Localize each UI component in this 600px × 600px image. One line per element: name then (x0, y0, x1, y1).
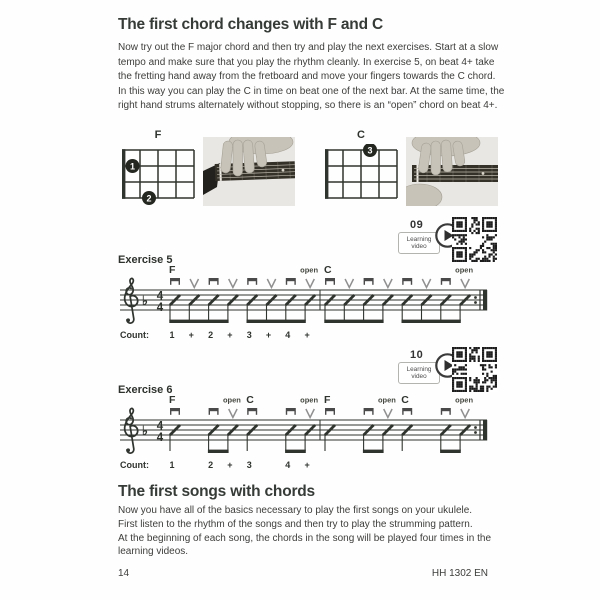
svg-text:+: + (304, 330, 310, 340)
svg-text:+: + (227, 460, 233, 470)
video-badge-10 (398, 349, 458, 384)
f-chord-photo (203, 137, 295, 206)
svg-text:open: open (377, 395, 396, 405)
svg-text:♭: ♭ (142, 424, 148, 438)
svg-text:2: 2 (208, 460, 214, 470)
chord-diagram-f (118, 144, 200, 208)
svg-text:C: C (324, 264, 332, 276)
svg-text:F: F (324, 394, 331, 406)
svg-text:C: C (246, 394, 254, 406)
chord-diagram-c (321, 144, 403, 208)
c-chord-photo (406, 137, 498, 206)
svg-text:3: 3 (246, 460, 252, 470)
video-number: 09 (410, 219, 424, 231)
learning-video-box: Learning video (398, 232, 440, 254)
svg-text:+: + (304, 460, 310, 470)
svg-text:2: 2 (146, 193, 152, 204)
page-title: The first chord changes with F and C (118, 16, 383, 33)
qr-code-09 (452, 217, 497, 262)
svg-text:1: 1 (129, 161, 136, 172)
svg-text:F: F (169, 264, 176, 276)
learning-video-box: Learning video (398, 362, 440, 384)
exercise5-staff (115, 264, 500, 346)
chord-label-f: F (154, 129, 162, 141)
svg-text:3: 3 (246, 330, 252, 340)
svg-text:Count:: Count: (120, 330, 149, 340)
qr-code-10 (452, 347, 497, 392)
svg-text:F: F (169, 394, 176, 406)
svg-text:open: open (455, 395, 474, 405)
svg-text:4: 4 (285, 330, 291, 340)
page-number: 14 (118, 568, 130, 579)
svg-text:+: + (265, 330, 272, 340)
svg-text:3: 3 (367, 145, 373, 156)
video-badge-09 (398, 219, 458, 254)
svg-text:4: 4 (285, 460, 291, 470)
svg-text:Count:: Count: (120, 460, 149, 470)
section-paragraph: Now you have all of the basics necessary to play the first songs on your ukulele. First listen to the rhythm of the songs and then try to play the strumming pattern. At the beginning of each song, the chords in the song will be played four times in the learning videos. (118, 505, 492, 558)
svg-text:4: 4 (156, 301, 164, 314)
intro-paragraph: Now try out the F major chord and then try and play the next exercises. Start at a slow tempo and make sure that you play the rhythm cleanly. In exercise 5, on beat 4+ take the fretting hand away from the fretboard and move your fingers towards the C chord. In this way you can play the C in time on beat one of the next bar. At the same time, the right hand strums alternately without stopping, so there is an “open” chord on beat 4+. (118, 42, 505, 112)
svg-text:2: 2 (208, 330, 214, 340)
svg-text:+: + (227, 330, 233, 340)
section-title: The first songs with chords (118, 483, 315, 500)
exercise6-label: Exercise 6 (118, 384, 173, 396)
svg-text:♭: ♭ (142, 294, 148, 308)
catalog-code: HH 1302 EN (431, 568, 488, 579)
svg-text:open: open (300, 265, 319, 275)
exercise6-staff (115, 394, 500, 476)
svg-text:open: open (222, 395, 241, 405)
svg-text:1: 1 (169, 330, 175, 340)
chord-label-c: C (357, 129, 365, 141)
exercise5-label: Exercise 5 (118, 254, 173, 266)
svg-text:open: open (300, 395, 319, 405)
svg-text:C: C (401, 394, 409, 406)
svg-text:4: 4 (156, 420, 164, 433)
svg-text:4: 4 (156, 290, 164, 303)
svg-text:1: 1 (169, 460, 175, 470)
svg-text:4: 4 (156, 431, 164, 444)
svg-text:+: + (188, 330, 194, 340)
svg-text:open: open (455, 265, 474, 275)
video-number: 10 (410, 349, 424, 361)
